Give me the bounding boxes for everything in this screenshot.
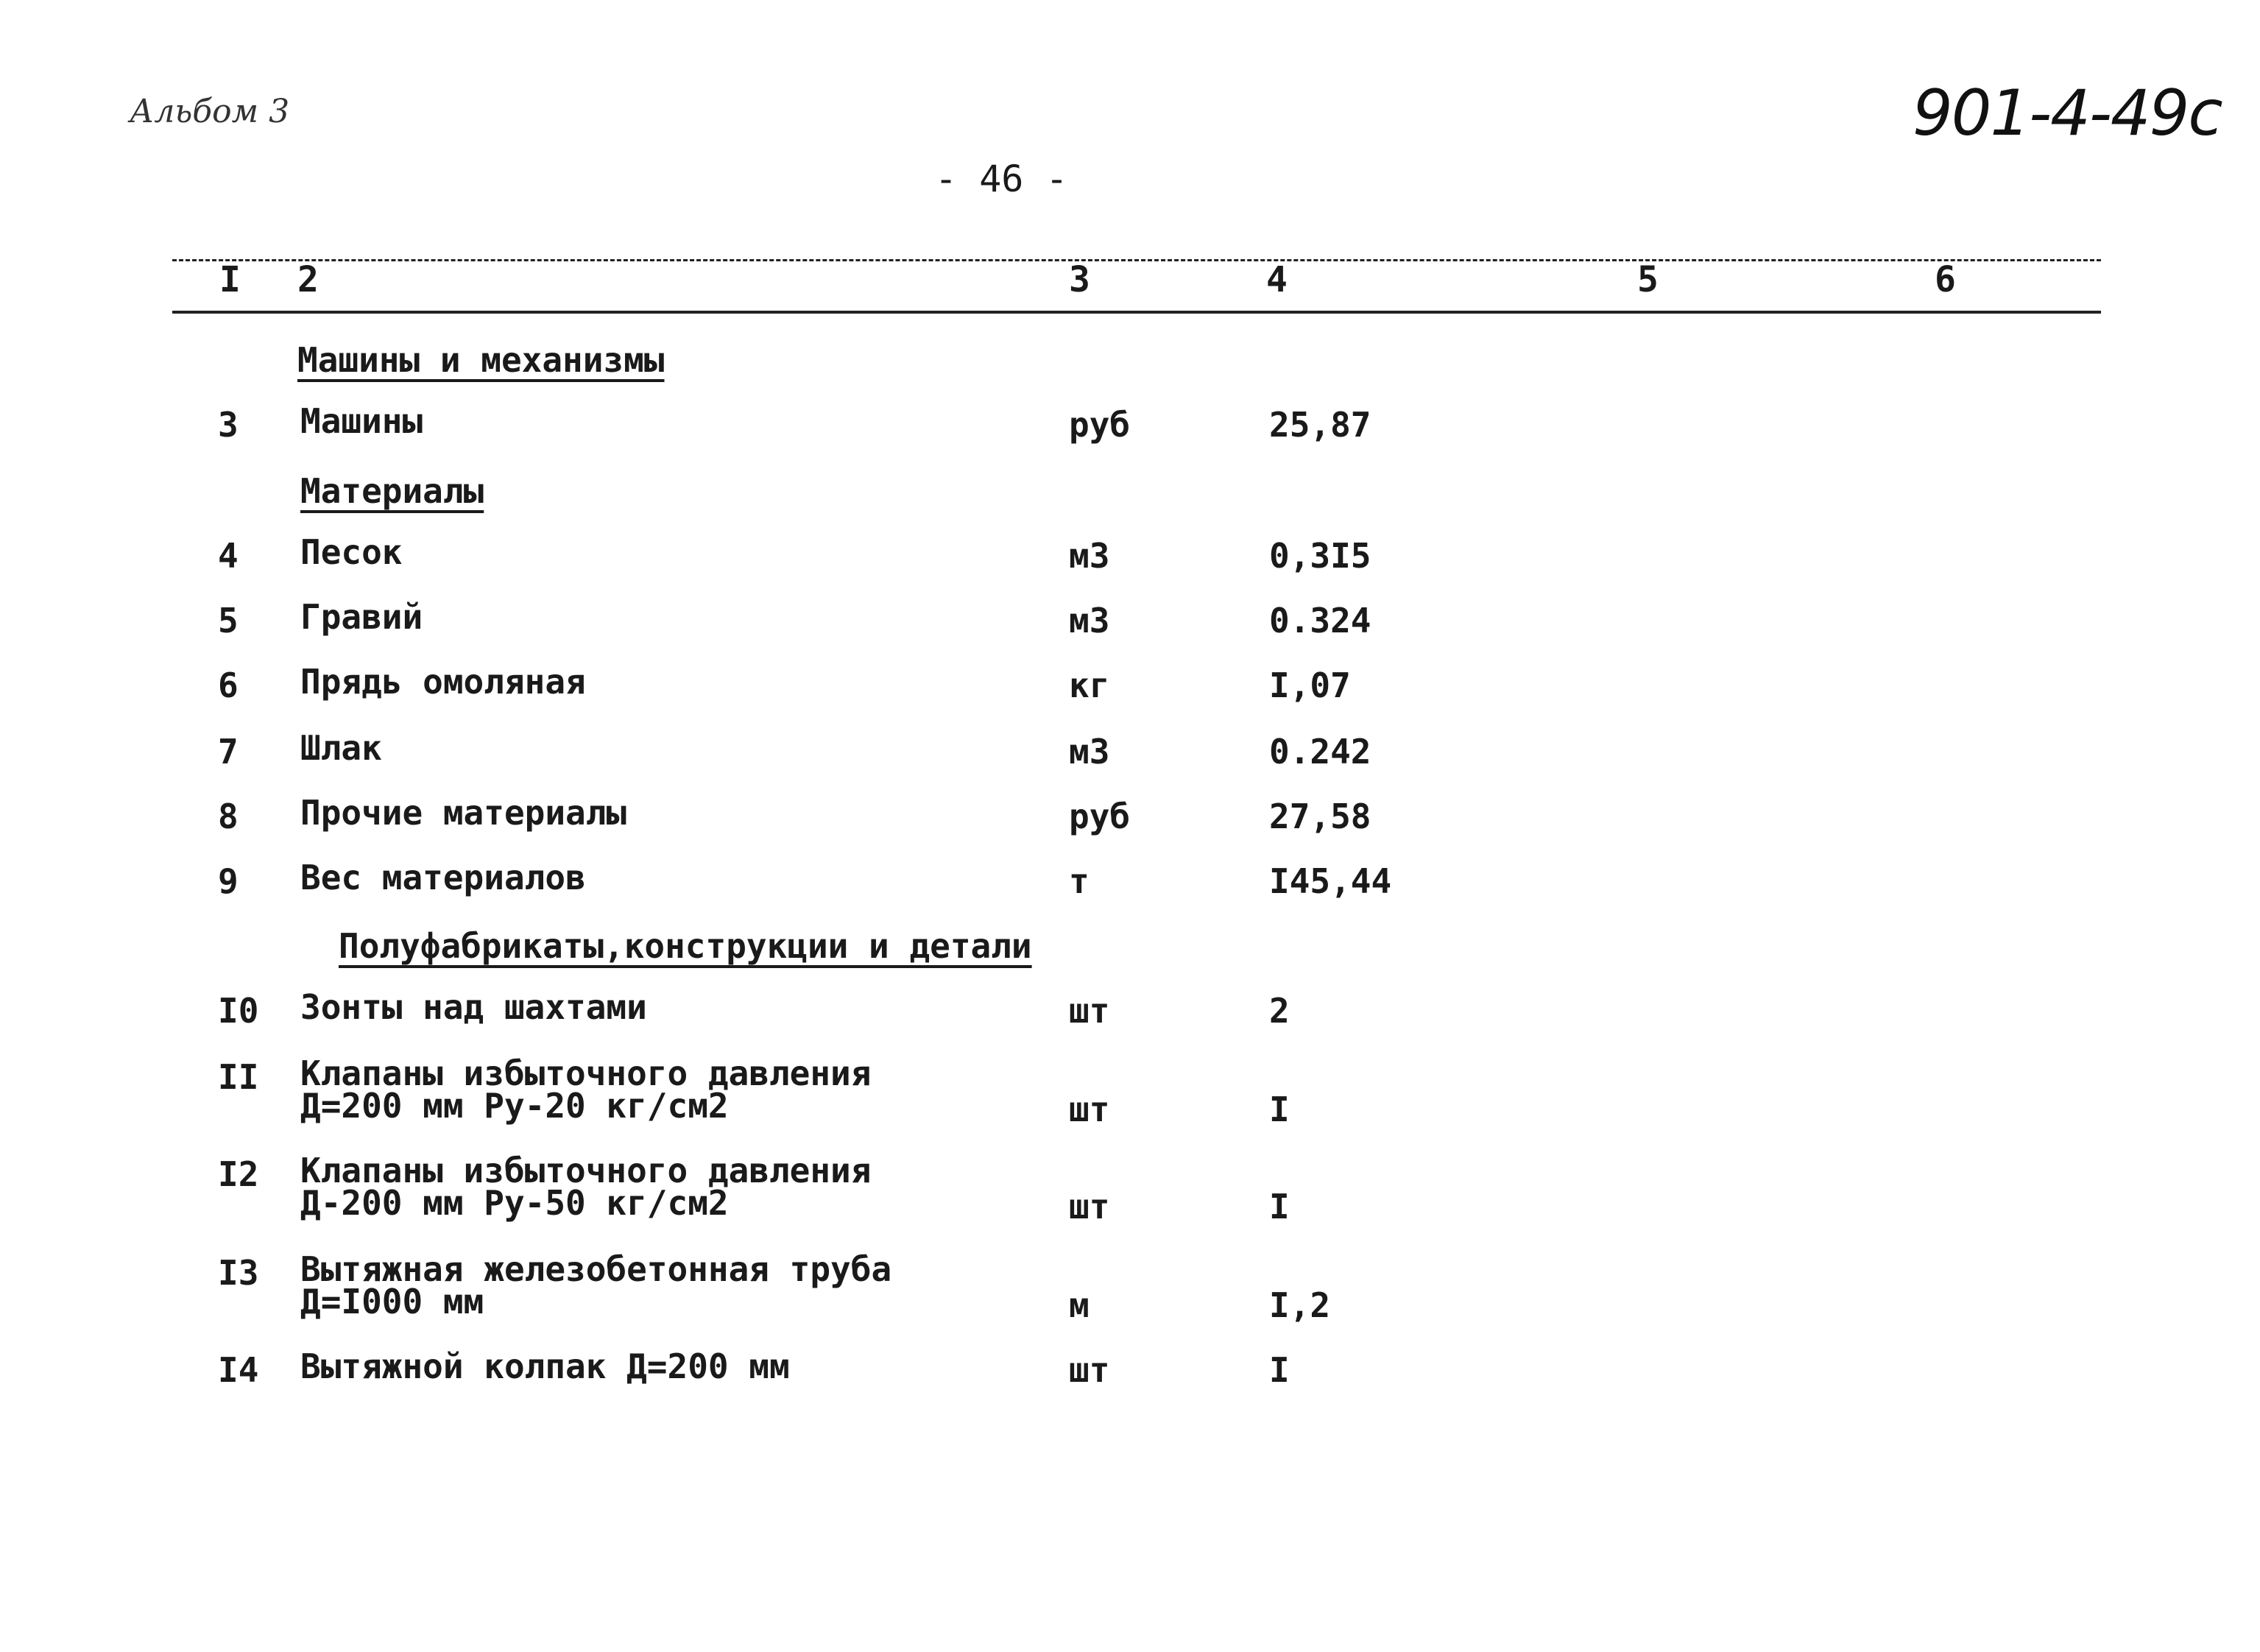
document-code: 901-4-49с [1913, 77, 2222, 150]
row-unit: шт [1069, 1350, 1110, 1390]
row-name: Шлак [300, 728, 382, 768]
row-number: I0 [218, 991, 259, 1031]
row-unit: кг [1069, 666, 1110, 705]
page-number: - 46 - [935, 158, 1068, 200]
row-unit: шт [1069, 991, 1110, 1031]
column-header-4: 4 [1266, 259, 1288, 300]
row-quantity: I,07 [1269, 666, 1351, 705]
row-unit: шт [1069, 1090, 1110, 1129]
column-header-1: I [219, 259, 241, 300]
row-name-line: Клапаны избыточного давления [300, 1053, 872, 1093]
column-header-3: 3 [1069, 259, 1090, 300]
row-unit: м3 [1069, 601, 1110, 640]
row-number: 7 [218, 732, 239, 772]
row-name: Машины [300, 401, 423, 441]
table-header-rule [172, 311, 2101, 314]
column-header-2: 2 [297, 259, 319, 300]
row-number: 4 [218, 536, 239, 576]
row-unit: руб [1069, 797, 1131, 836]
section-title: Машины и механизмы [297, 340, 665, 380]
row-quantity: 0,3I5 [1269, 536, 1371, 576]
section-title: Полуфабрикаты,конструкции и детали [339, 926, 1032, 966]
row-unit: руб [1069, 405, 1131, 445]
row-quantity: I [1269, 1090, 1290, 1129]
row-number: I2 [218, 1154, 259, 1194]
row-unit: м [1069, 1285, 1090, 1325]
section-title: Материалы [300, 471, 484, 511]
row-quantity: 0.242 [1269, 732, 1371, 772]
row-name [300, 1249, 892, 1321]
row-name: Зонты над шахтами [300, 987, 647, 1027]
row-quantity: 25,87 [1269, 405, 1371, 445]
album-mark: Альбом 3 [130, 93, 290, 130]
row-name: Песок [300, 532, 403, 572]
row-quantity: I [1269, 1350, 1290, 1390]
row-unit: м3 [1069, 732, 1110, 772]
row-quantity: 0.324 [1269, 601, 1371, 640]
row-quantity: 27,58 [1269, 797, 1371, 836]
row-name: Прядь омоляная [300, 662, 586, 702]
row-quantity: I [1269, 1187, 1290, 1226]
row-quantity: 2 [1269, 991, 1290, 1031]
row-number: 3 [218, 405, 239, 445]
column-header-6: 6 [1935, 259, 1956, 300]
row-name: Гравий [300, 597, 423, 637]
row-name [300, 1053, 872, 1126]
row-number: 9 [218, 861, 239, 901]
row-name: Прочие материалы [300, 793, 627, 833]
row-unit: м3 [1069, 536, 1110, 576]
row-number: 6 [218, 666, 239, 705]
row-name: Вес материалов [300, 858, 586, 897]
row-unit: шт [1069, 1187, 1110, 1226]
row-number: I4 [218, 1350, 259, 1390]
column-header-5: 5 [1637, 259, 1659, 300]
row-name-line: Вытяжная железобетонная труба [300, 1249, 892, 1289]
row-number: II [218, 1057, 259, 1097]
row-name: Вытяжной колпак Д=200 мм [300, 1346, 790, 1386]
row-name-line: Д-200 мм Ру-50 кг/см2 [300, 1183, 729, 1223]
table-top-rule [172, 259, 2101, 261]
row-quantity: I45,44 [1269, 861, 1392, 901]
row-number: I3 [218, 1253, 259, 1293]
row-name-line: Д=200 мм Ру-20 кг/см2 [300, 1086, 729, 1126]
row-number: 5 [218, 601, 239, 640]
row-name-line: Д=I000 мм [300, 1282, 484, 1321]
row-name-line: Клапаны избыточного давления [300, 1151, 872, 1190]
row-quantity: I,2 [1269, 1285, 1331, 1325]
row-name [300, 1151, 872, 1223]
row-unit: т [1069, 861, 1090, 901]
row-number: 8 [218, 797, 239, 836]
